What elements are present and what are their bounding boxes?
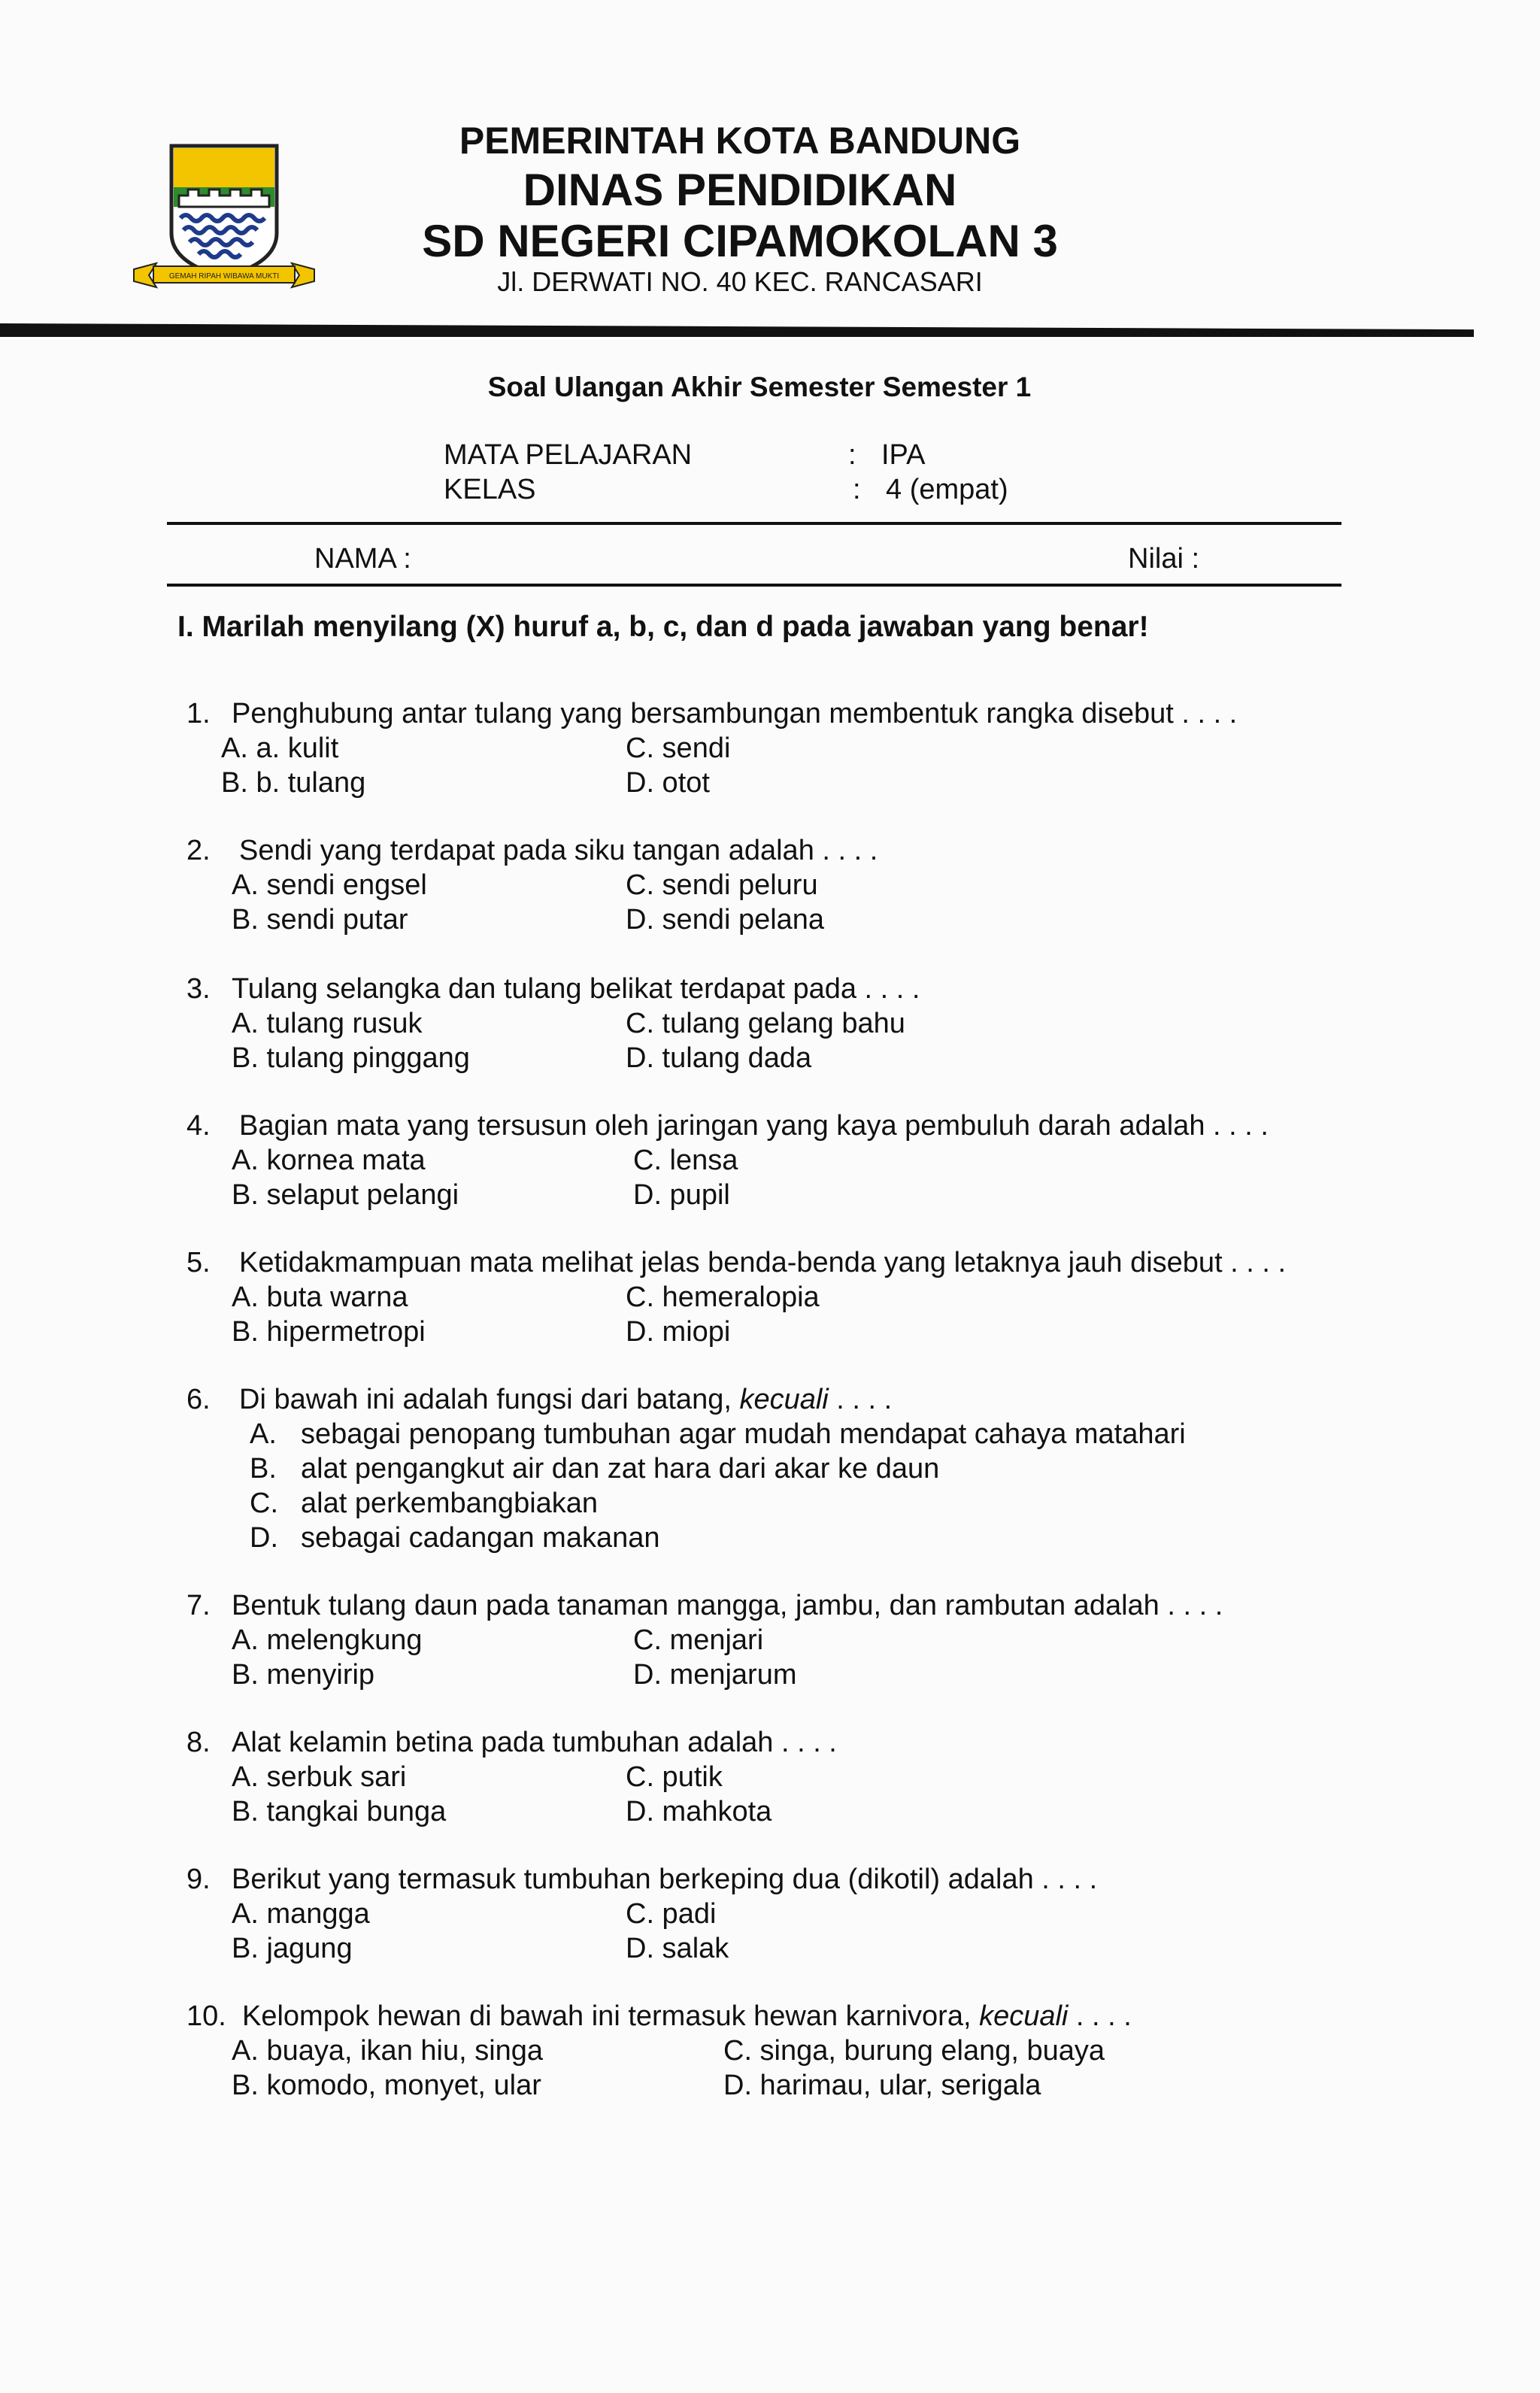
subject-label: MATA PELAJARAN: [444, 439, 693, 471]
question-number: 10.: [186, 2000, 226, 2032]
question-number: 6.: [186, 1384, 211, 1415]
question-text: Sendi yang terdapat pada siku tangan adalah . . . .: [239, 835, 878, 866]
question-number: 4.: [186, 1110, 211, 1142]
question-emphasis: kecuali: [739, 1384, 829, 1415]
option-d[interactable]: D. sendi pelana: [626, 904, 825, 936]
option-a-letter: A.: [250, 1418, 277, 1450]
school-name: SD NEGERI CIPAMOKOLAN 3: [422, 216, 1058, 266]
option-c-letter: C.: [250, 1488, 278, 1519]
option-b[interactable]: B. hipermetropi: [232, 1316, 426, 1348]
option-b[interactable]: B. jagung: [232, 1933, 353, 1964]
option-c[interactable]: C. menjari: [633, 1624, 764, 1656]
option-c[interactable]: C. singa, burung elang, buaya: [723, 2035, 1105, 2067]
question-text: Berikut yang termasuk tumbuhan berkeping dua (dikotil) adalah . . . .: [232, 1864, 1098, 1895]
class-value: 4 (empat): [886, 474, 1008, 505]
option-a[interactable]: sebagai penopang tumbuhan agar mudah mendapat cahaya matahari: [301, 1418, 1186, 1450]
question-number: 7.: [186, 1590, 211, 1621]
option-a[interactable]: A. a. kulit: [221, 732, 339, 764]
option-a[interactable]: A. tulang rusuk: [232, 1008, 423, 1039]
question-number: 1.: [186, 698, 211, 729]
question-text: Alat kelamin betina pada tumbuhan adalah . . . .: [232, 1727, 837, 1758]
question-text: Tulang selangka dan tulang belikat terdapat pada . . . .: [232, 973, 920, 1005]
school-address: Jl. DERWATI NO. 40 KEC. RANCASARI: [497, 266, 983, 297]
option-b[interactable]: B. selaput pelangi: [232, 1179, 459, 1211]
option-d[interactable]: D. salak: [626, 1933, 729, 1964]
option-c[interactable]: C. lensa: [633, 1145, 738, 1176]
option-d[interactable]: D. pupil: [633, 1179, 730, 1211]
option-d[interactable]: D. menjarum: [633, 1659, 797, 1691]
option-b[interactable]: B. menyirip: [232, 1659, 375, 1691]
option-a[interactable]: A. kornea mata: [232, 1145, 426, 1176]
name-box-bottom-rule: [167, 584, 1341, 587]
option-c[interactable]: C. tulang gelang bahu: [626, 1008, 905, 1039]
subject-value: IPA: [881, 439, 926, 471]
score-label: Nilai :: [1128, 543, 1200, 575]
option-d[interactable]: D. harimau, ular, serigala: [723, 2070, 1041, 2101]
option-c[interactable]: C. hemeralopia: [626, 1281, 820, 1313]
question-number: 5.: [186, 1247, 211, 1278]
option-c[interactable]: C. padi: [626, 1898, 717, 1930]
option-d[interactable]: D. mahkota: [626, 1796, 772, 1827]
option-a[interactable]: A. sendi engsel: [232, 869, 427, 901]
option-c[interactable]: C. putik: [626, 1761, 723, 1793]
question-number: 8.: [186, 1727, 211, 1758]
question-text: Bentuk tulang daun pada tanaman mangga, jambu, dan rambutan adalah . . . .: [232, 1590, 1223, 1621]
option-d[interactable]: D. tulang dada: [626, 1042, 812, 1074]
question-number: 9.: [186, 1864, 211, 1895]
option-c[interactable]: C. sendi: [626, 732, 731, 764]
question-text: Di bawah ini adalah fungsi dari batang, kecuali . . . .: [239, 1384, 893, 1415]
government-title: PEMERINTAH KOTA BANDUNG: [459, 120, 1021, 162]
option-b[interactable]: B. komodo, monyet, ular: [232, 2070, 541, 2101]
question-number: 2.: [186, 835, 211, 866]
name-box-top-rule: [167, 522, 1341, 525]
option-a[interactable]: A. serbuk sari: [232, 1761, 407, 1793]
option-d[interactable]: D. otot: [626, 767, 710, 799]
option-a[interactable]: A. mangga: [232, 1898, 370, 1930]
question-text: Penghubung antar tulang yang bersambungan membentuk rangka disebut . . . .: [232, 698, 1238, 729]
option-a[interactable]: A. melengkung: [232, 1624, 423, 1656]
question-text: Bagian mata yang tersusun oleh jaringan yang kaya pembuluh darah adalah . . . .: [239, 1110, 1269, 1142]
name-label: NAMA :: [314, 543, 411, 575]
department-title: DINAS PENDIDIKAN: [523, 165, 957, 215]
option-b[interactable]: alat pengangkut air dan zat hara dari akar ke daun: [301, 1453, 940, 1485]
option-d[interactable]: sebagai cadangan makanan: [301, 1522, 660, 1554]
class-label: KELAS: [444, 474, 536, 505]
question-text: Ketidakmampuan mata melihat jelas benda-benda yang letaknya jauh disebut . . . .: [239, 1247, 1287, 1278]
option-b[interactable]: B. tangkai bunga: [232, 1796, 447, 1827]
option-d[interactable]: D. miopi: [626, 1316, 731, 1348]
option-a[interactable]: A. buaya, ikan hiu, singa: [232, 2035, 544, 2067]
option-b[interactable]: B. b. tulang: [221, 767, 366, 799]
option-c[interactable]: C. sendi peluru: [626, 869, 818, 901]
subject-colon: :: [848, 439, 856, 471]
question-emphasis: kecuali: [979, 2000, 1069, 2032]
option-a[interactable]: A. buta warna: [232, 1281, 408, 1313]
question-text: Kelompok hewan di bawah ini termasuk hewan karnivora, kecuali . . . .: [242, 2000, 1132, 2032]
option-b-letter: B.: [250, 1453, 277, 1485]
class-colon: :: [853, 474, 861, 505]
section-instruction: I. Marilah menyilang (X) huruf a, b, c, dan d pada jawaban yang benar!: [177, 611, 1149, 643]
option-b[interactable]: B. tulang pinggang: [232, 1042, 470, 1074]
option-b[interactable]: B. sendi putar: [232, 904, 408, 936]
exam-title: Soal Ulangan Akhir Semester Semester 1: [487, 372, 1032, 402]
option-c[interactable]: alat perkembangbiakan: [301, 1488, 599, 1519]
header-divider: [0, 323, 1474, 337]
option-d-letter: D.: [250, 1522, 278, 1554]
logo-ribbon-text: GEMAH RIPAH WIBAWA MUKTI: [168, 272, 280, 281]
question-number: 3.: [186, 973, 211, 1005]
